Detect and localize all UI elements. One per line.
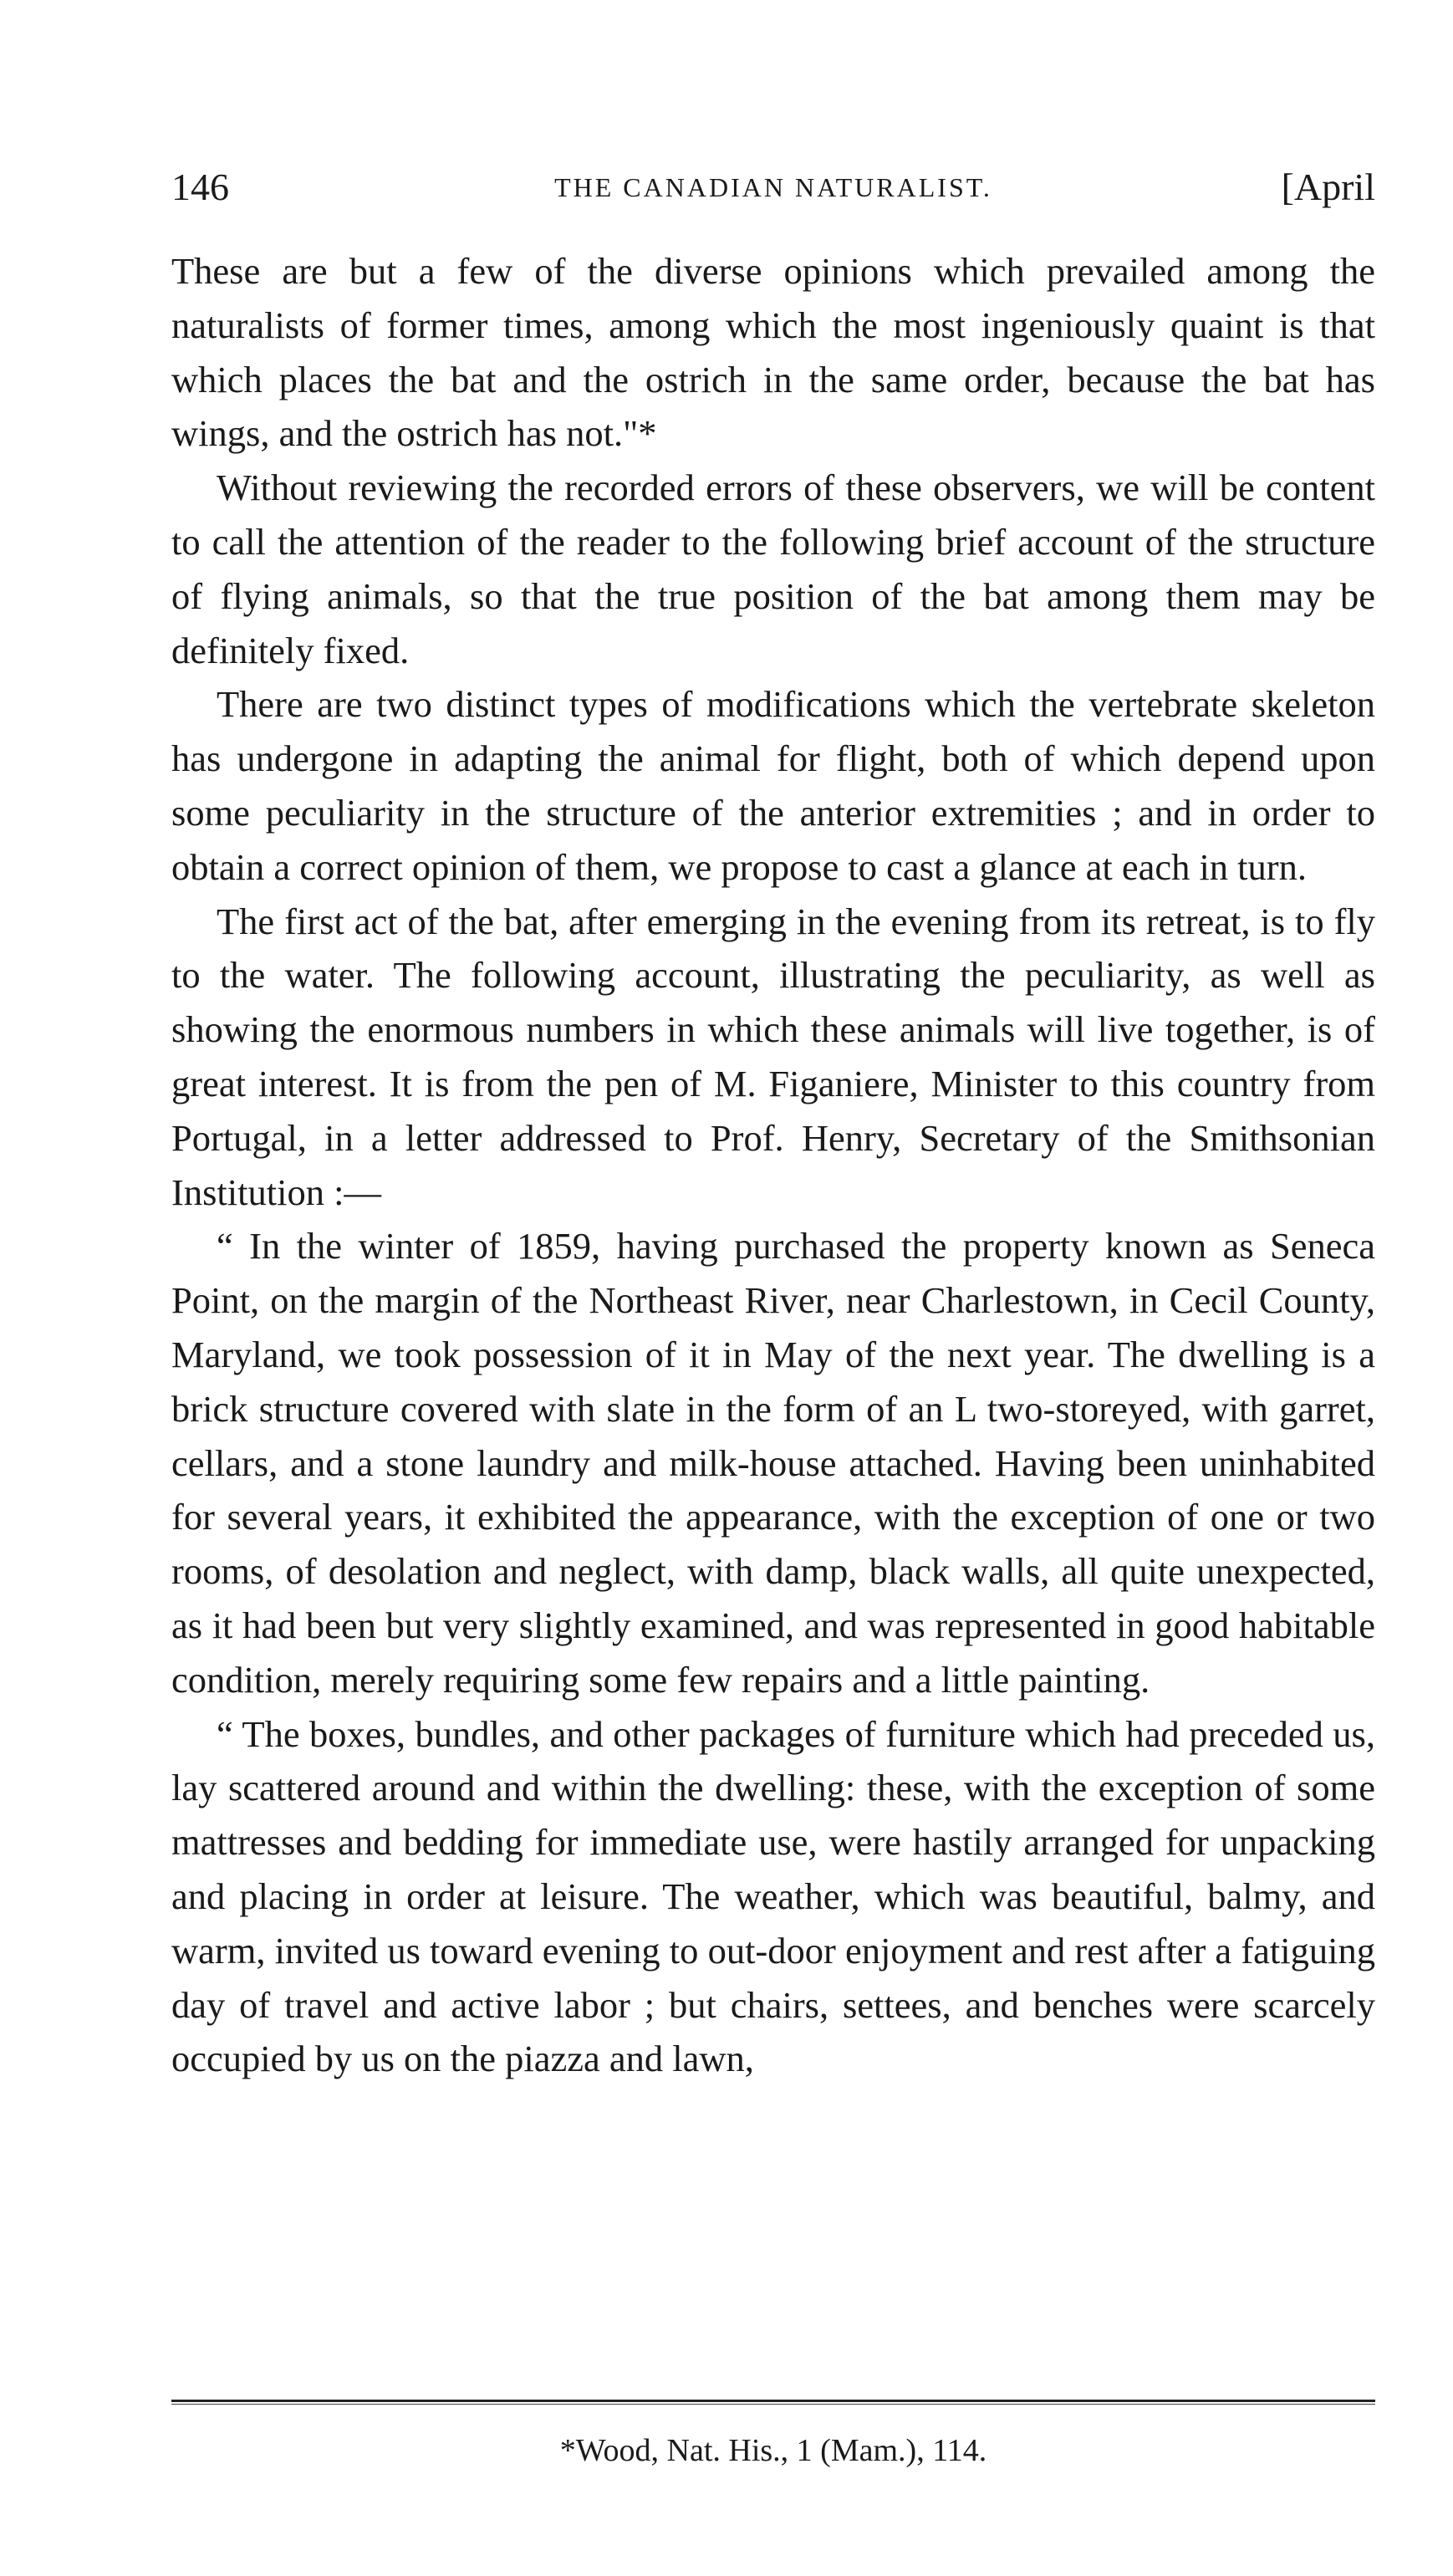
footnote-rule-thin <box>171 2404 1375 2405</box>
running-head: THE CANADIAN NATURALIST. <box>554 172 992 202</box>
page-number: 146 <box>171 166 229 208</box>
paragraph-2: Without reviewing the recorded errors of these observers, we will be content to call the attention of the reader to the following brief account of the structure of flying animals, so that the true position of the bat among them may be definitely fixed. <box>171 467 1375 671</box>
footnote-divider <box>171 2400 1375 2405</box>
issue-month: [April <box>1281 166 1375 208</box>
paragraph-5: “ In the winter of 1859, having purchased the property known as Seneca Point, on the margin of the Northeast River, near Charlestown, in Cecil County, Maryland, we took possession of it in May of the next year. The dwelling is a brick structure covered with slate in the form of an L two-storeyed, with garret, cellars, and a stone laundry and milk-house attached. Having been uninhabited for several years, it exhibited the appearance, with the exception of one or two rooms, of desolation and neglect, with damp, black walls, all quite unexpected, as it had been but very slightly examined, and was represented in good habitable condition, merely requiring some few repairs and a little painting. <box>171 1225 1375 1701</box>
body-text <box>171 244 1375 2086</box>
footnote: *Wood, Nat. His., 1 (Mam.), 114. <box>559 2433 987 2468</box>
paragraph-3: There are two distinct types of modifications which the vertebrate skeleton has undergone in adapting the animal for flight, both of which depend upon some peculiarity in the structure of the anterior extremities ; and in order to obtain a correct opinion of them, we propose to cast a glance at each in turn. <box>171 683 1375 888</box>
paragraph-4: The first act of the bat, after emerging in the evening from its retreat, is to fly to the water. The following account, illustrating the peculiarity, as well as showing the enormous numbers in which these animals will live together, is of great interest. It is from the pen of M. Figaniere, Minister to this country from Portugal, in a letter addressed to Prof. Henry, Secretary of the Smithsonian Institution :— <box>171 900 1375 1213</box>
footnote-rule-thick <box>171 2400 1375 2402</box>
paragraph-6: “ The boxes, bundles, and other packages of furniture which had preceded us, lay scattered around and within the dwelling: these, with the exception of some mattresses and bedding for immediate use, were hastily arranged for unpacking and placing in order at leisure. The weather, which was beautiful, balmy, and warm, invited us toward evening to out-door enjoyment and rest after a fatiguing day of travel and active labor ; but chairs, settees, and benches were scarcely occupied by us on the piazza and lawn, <box>171 1712 1375 2080</box>
paragraph-1: These are but a few of the diverse opinions which prevailed among the naturalists of former times, among which the most ingeniously quaint is that which places the bat and the ostrich in the same order, because the bat has wings, and the ostrich has not."* <box>171 250 1375 455</box>
page-header <box>171 164 1375 222</box>
